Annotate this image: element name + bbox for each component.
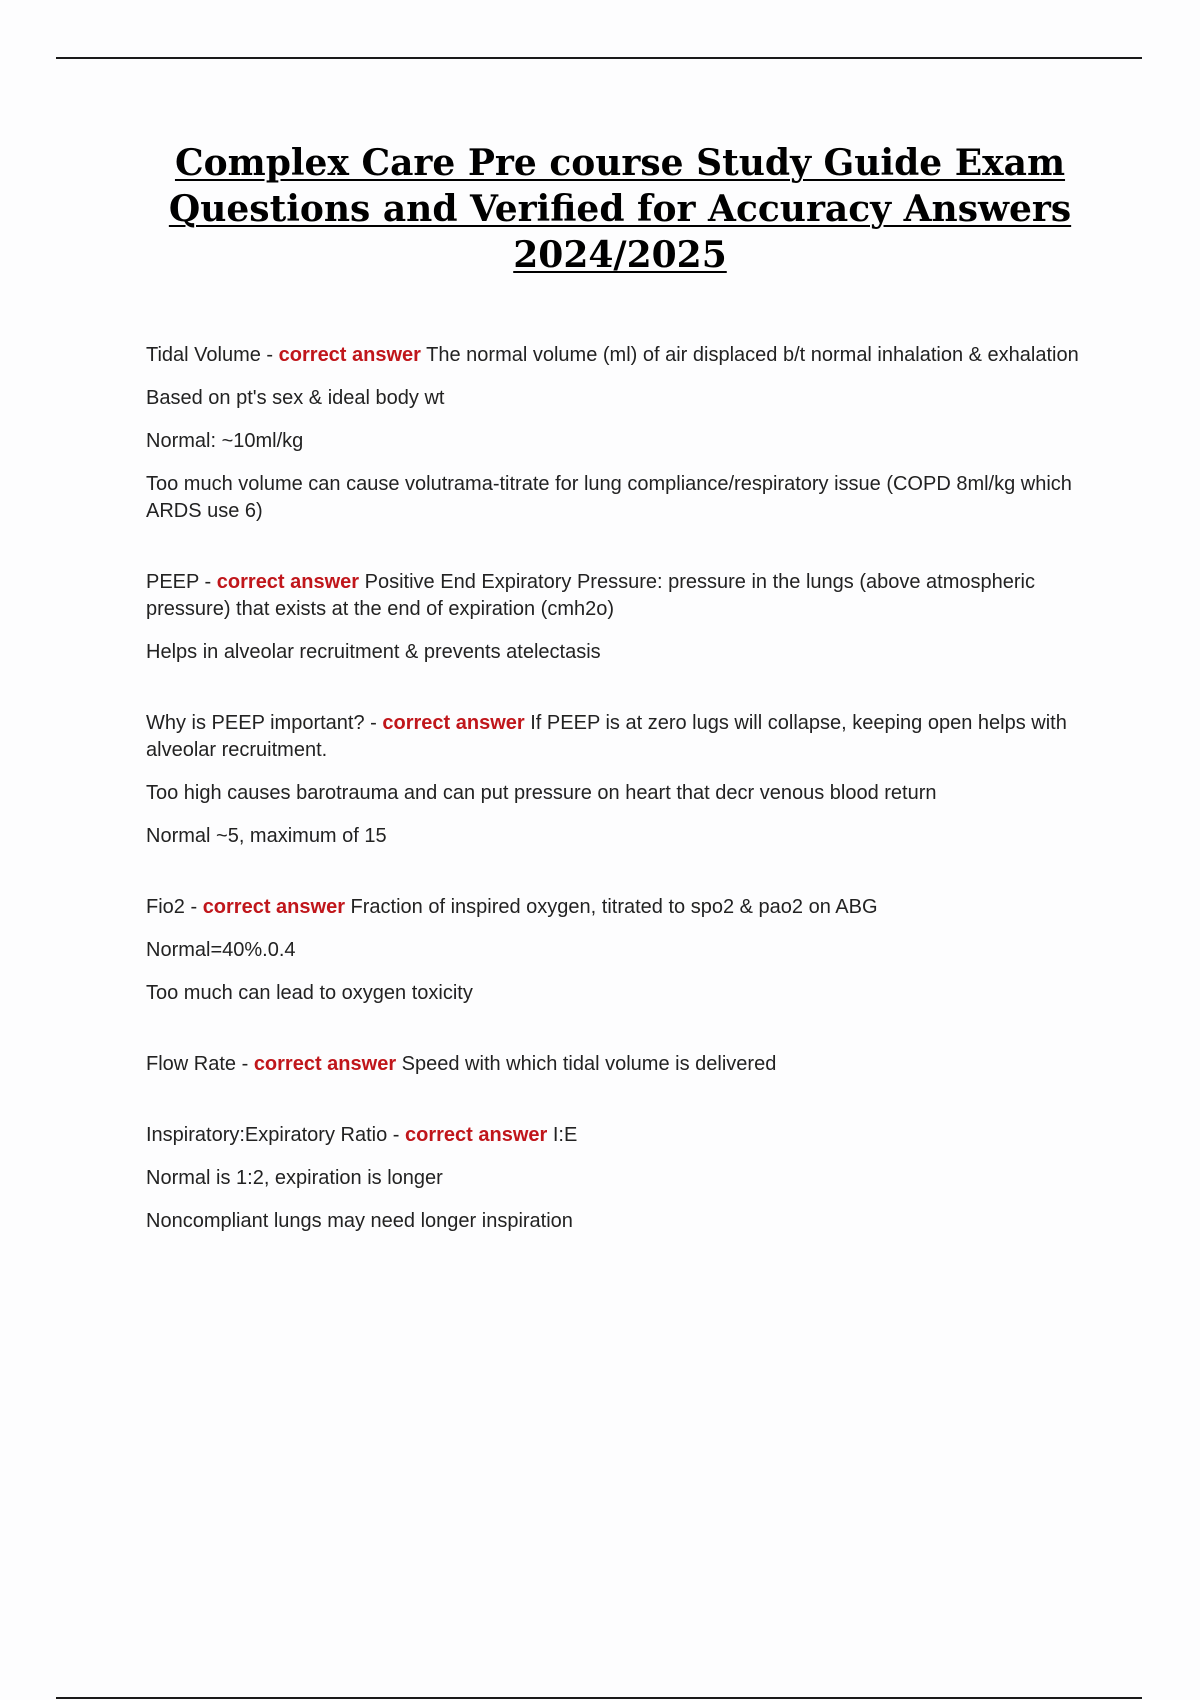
qa-question-line (146, 710, 1086, 764)
note-line: Normal ~5, maximum of 15 (146, 825, 387, 847)
study-guide-content (146, 342, 1086, 1279)
correct-answer-label: correct answer (253, 1053, 397, 1075)
term: Inspiratory:Expiratory Ratio (146, 1124, 388, 1146)
qa-entry (146, 569, 1086, 666)
top-rule (56, 57, 1142, 59)
note-line: Noncompliant lungs may need longer inspiration (146, 1210, 573, 1232)
answer-text: Speed with which tidal volume is delivered (401, 1053, 777, 1075)
note-line: Too high causes barotrauma and can put pressure on heart that decr venous blood return (146, 782, 937, 804)
qa-entry (146, 1051, 1086, 1078)
answer-text: If PEEP is at zero lugs will collapse, keeping open helps with alveolar recruitment. (146, 712, 1067, 761)
qa-question-line (146, 894, 1086, 921)
title-line: Complex Care Pre course Study Guide Exam (174, 142, 1066, 184)
qa-question-line (146, 342, 1086, 369)
qa-entry (146, 1122, 1086, 1235)
separator: - (199, 571, 217, 593)
separator: - (236, 1053, 254, 1075)
title-line: 2024/2025 (513, 234, 727, 276)
separator: - (364, 712, 383, 734)
answer-text: I:E (552, 1124, 578, 1146)
separator: - (260, 344, 279, 366)
note-line: Too much can lead to oxygen toxicity (146, 982, 473, 1004)
note-line: Normal is 1:2, expiration is longer (146, 1167, 443, 1189)
qa-question-line (146, 1051, 1086, 1078)
qa-entry (146, 894, 1086, 1007)
answer-text: Fraction of inspired oxygen, titrated to spo2 & pao2 on ABG (350, 896, 878, 918)
qa-question-line (146, 1122, 1086, 1149)
qa-question-line (146, 569, 1086, 623)
bottom-rule (56, 1697, 1142, 1699)
term: PEEP (146, 571, 199, 593)
note-line: Normal=40%.0.4 (146, 939, 296, 961)
separator: - (387, 1124, 405, 1146)
term: Fio2 (146, 896, 185, 918)
term: Flow Rate (146, 1053, 237, 1075)
correct-answer-label: correct answer (216, 571, 360, 593)
answer-text: Positive End Expiratory Pressure: pressure in the lungs (above atmospheric pressure) that exists at the end of expiration (cmh2o) (146, 571, 1035, 620)
note-line: Too much volume can cause volutrama-titrate for lung compliance/respiratory issue (COPD 8ml/kg which ARDS use 6) (146, 473, 1072, 522)
answer-text: The normal volume (ml) of air displaced b/t normal inhalation & exhalation (426, 344, 1079, 366)
note-line: Based on pt's sex & ideal body wt (146, 387, 445, 409)
term: Tidal Volume (146, 344, 261, 366)
qa-entry (146, 710, 1086, 850)
title-line: Questions and Verified for Accuracy Answers (168, 188, 1072, 230)
term: Why is PEEP important? (146, 712, 365, 734)
separator: - (184, 896, 203, 918)
qa-entry (146, 342, 1086, 525)
note-line: Normal: ~10ml/kg (146, 430, 304, 452)
correct-answer-label: correct answer (202, 896, 345, 918)
document-title (140, 140, 1100, 278)
correct-answer-label: correct answer (404, 1124, 548, 1146)
note-line: Helps in alveolar recruitment & prevents atelectasis (146, 641, 601, 663)
correct-answer-label: correct answer (382, 712, 525, 734)
correct-answer-label: correct answer (278, 344, 421, 366)
